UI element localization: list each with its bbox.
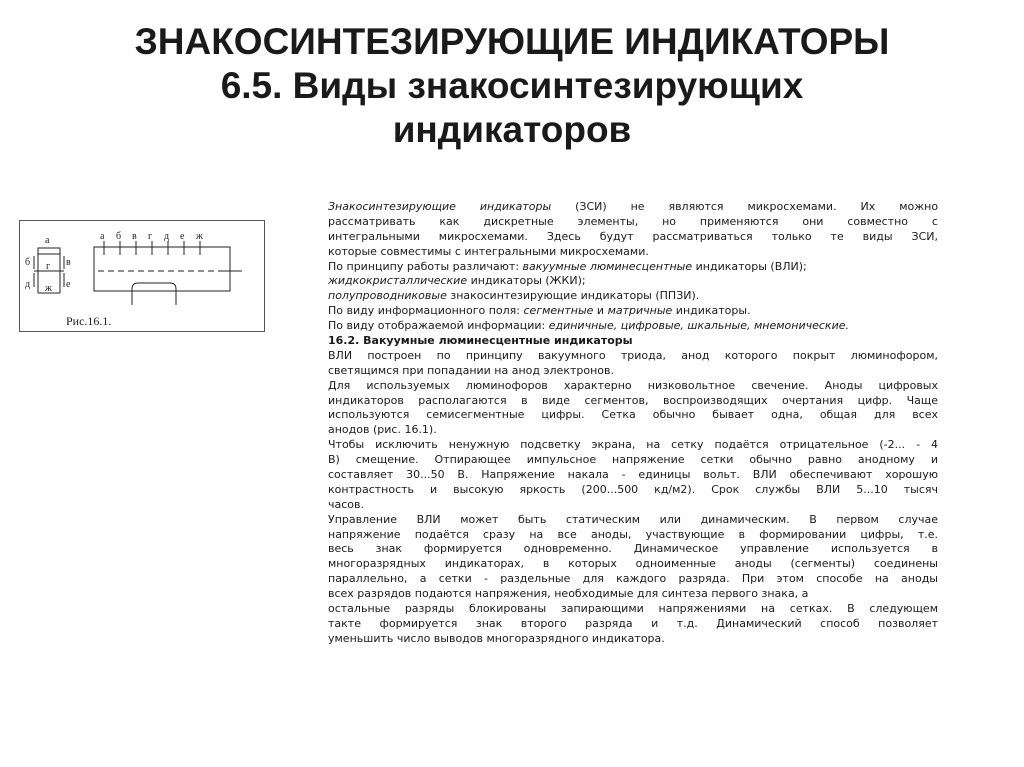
text-line: параллельно, а сетки - раздельные для каждого разряда. При этом способе на аноды [328, 572, 938, 586]
segment-label-g: г [46, 261, 51, 272]
cathode-filament [132, 283, 176, 305]
anode-label: д [164, 231, 170, 242]
indicator-schematic [20, 221, 264, 331]
text-line: всех разрядов подаются напряжения, необходимые для синтеза первого знака, а [328, 587, 809, 601]
tube-outline [94, 247, 230, 291]
slide-title [40, 20, 984, 152]
title-line-1: ЗНАКОСИНТЕЗИРУЮЩИЕ ИНДИКАТОРЫ [134, 21, 890, 62]
text-line: ВЛИ построен по принципу вакуумного триода, анод которого покрыт люминофором, [328, 348, 938, 362]
segment-label-v: в [66, 257, 71, 268]
text-line: остальные разряды блокированы запирающими напряжениями на сетках. В следующем [328, 602, 938, 616]
text-line: которые совместимы с интегральными микросхемами. [328, 244, 649, 258]
title-line-2: 6.5. Виды знакосинтезирующих [220, 65, 804, 106]
anode-label: ж [196, 231, 203, 242]
anode-label: б [116, 231, 122, 242]
text-line: используются семисегментные цифры. Сетка обычно бывает одна, общая для всех [328, 408, 938, 422]
anode-labels [100, 231, 203, 242]
text-line: Для используемых люминофоров характерно низковольтное свечение. Аноды цифровых [328, 378, 938, 392]
text-line: жидкокристаллические индикаторы (ЖКИ); [328, 274, 586, 288]
text-line: светящимся при попадании на анод электронов. [328, 363, 614, 377]
title-line-3: индикаторов [392, 109, 632, 150]
text-line: рассматривать как дискретные элементы, но применяются они совместно с [328, 214, 938, 228]
article-body [328, 200, 938, 647]
segment-label-a: а [45, 235, 50, 246]
segment-label-d: д [25, 279, 31, 290]
text-line: По виду отображаемой информации: единичные, цифровые, шкальные, мнемонические. [328, 319, 849, 333]
text-line: Управление ВЛИ может быть статическим или динамическим. В первом случае [328, 512, 938, 526]
text-line: индикаторов располагаются в виде сегментов, воспроизводящих очертания цифр. Чаще [328, 393, 938, 407]
text-line: В) смещение. Отпирающее импульсное напряжение сетки обычно равно анодному и [328, 453, 938, 467]
text-line: полупроводниковые знакосинтезирующие индикаторы (ППЗИ). [328, 289, 700, 303]
figure-16-1 [19, 220, 265, 332]
anode-label: а [100, 231, 105, 242]
text-line: напряжение подаётся сразу на все аноды, участвующие в формировании цифры, т.е. [328, 527, 938, 541]
anode-leads [104, 241, 200, 255]
anode-label: г [148, 231, 153, 242]
text-line: часов. [328, 497, 364, 511]
text-line: такте формируется знак второго разряда и т.д. Динамический способ позволяет [328, 616, 938, 630]
segment-label-e: е [66, 279, 71, 290]
segment-label-b: б [25, 257, 31, 268]
text-line: Знакосинтезирующие индикаторы (ЗСИ) не являются микросхемами. Их можно [328, 200, 938, 213]
text-line: весь знак формируется одновременно. Динамическое управление используется в [328, 542, 938, 556]
anode-label: в [132, 231, 137, 242]
text-line: По виду информационного поля: сегментные и матричные индикаторы. [328, 304, 751, 318]
section-heading: 16.2. Вакуумные люминесцентные индикаторы [328, 334, 633, 348]
text-line: контрастность и высокую яркость (200...500 кд/м2). Срок службы ВЛИ 5...10 тысяч [328, 482, 938, 496]
text-line: интегральными микросхемами. Здесь будут рассматриваться только те виды ЗСИ, [328, 229, 938, 243]
text-line: Чтобы исключить ненужную подсветку экрана, на сетку подаётся отрицательное (-2... - 4 [328, 438, 938, 452]
segment-label-zh: ж [45, 283, 52, 294]
text-line: составляет 30...50 В. Напряжение накала - единицы вольт. ВЛИ обеспечивают хорошую [328, 468, 938, 482]
figure-caption: Рис.16.1. [66, 314, 112, 328]
anode-label: е [180, 231, 185, 242]
text-line: многоразрядных индикаторах, в которых одноименные аноды (сегменты) соединены [328, 557, 938, 571]
text-line: уменьшить число выводов многоразрядного индикатора. [328, 631, 665, 645]
text-line: По принципу работы различают: вакуумные люминесцентные индикаторы (ВЛИ); [328, 259, 807, 273]
text-line: анодов (рис. 16.1). [328, 423, 437, 437]
